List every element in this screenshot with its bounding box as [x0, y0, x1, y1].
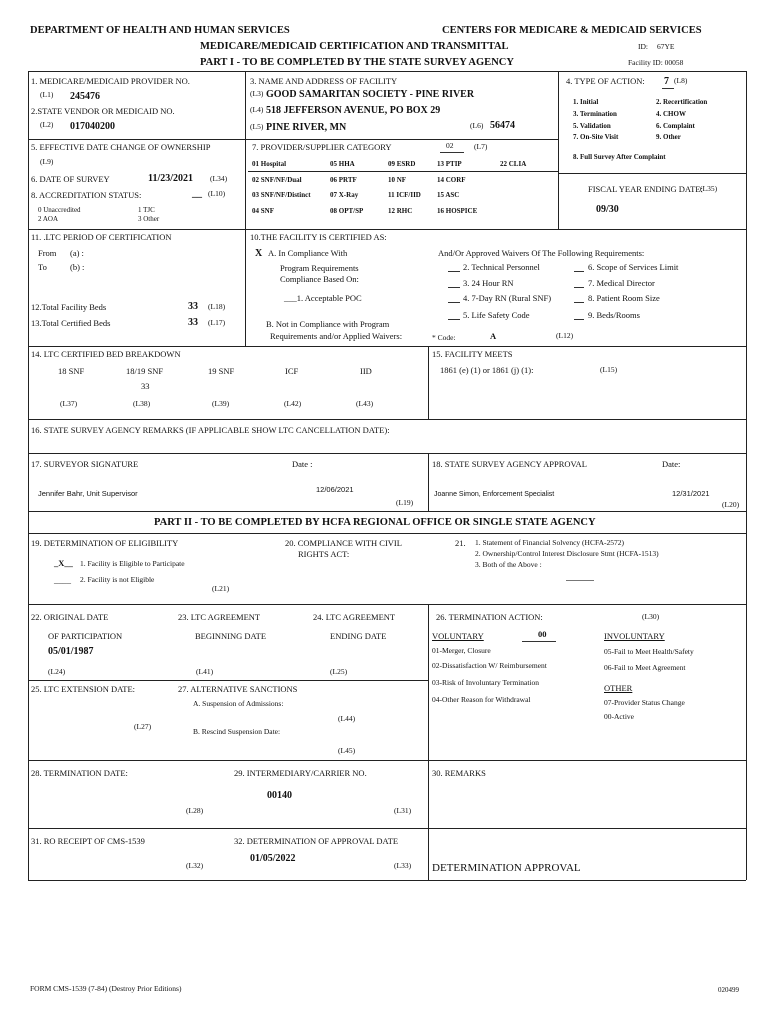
date-of-survey-value: 11/23/2021 — [148, 173, 194, 184]
action-opt-8: 8. Full Survey After Complaint — [573, 153, 666, 161]
l21-code: (L21) — [212, 584, 230, 593]
in-compliance-label: A. In Compliance With — [268, 248, 348, 258]
facility-meets-text: 1861 (e) (1) or 1861 (j) (1): — [440, 365, 534, 375]
l19-code: (L19) — [396, 498, 414, 507]
provider-category-label: 7. PROVIDER/SUPPLIER CATEGORY — [252, 142, 392, 152]
cat-11: 11 ICF/IID — [388, 191, 421, 199]
termination-date-label: 28. TERMINATION DATE: — [31, 768, 128, 778]
id-label: ID: — [638, 42, 648, 51]
action-opt-6: 6. Complaint — [656, 122, 695, 130]
fiscal-year-label: FISCAL YEAR ENDING DATE: — [588, 184, 703, 194]
l42-code: (L42) — [284, 399, 302, 408]
total-certified-beds-label: 13.Total Certified Beds — [31, 318, 111, 328]
l8-code: (L8) — [674, 76, 688, 85]
cat-06: 06 PRTF — [330, 176, 357, 184]
accred-opt-3: 3 Other — [138, 215, 160, 223]
alt-sanctions-label: 27. ALTERNATIVE SANCTIONS — [178, 684, 298, 694]
l27-code: (L27) — [134, 722, 152, 731]
cms-heading: CENTERS FOR MEDICARE & MEDICAID SERVICES — [442, 25, 702, 36]
l15-code: (L15) — [600, 365, 618, 374]
s21-opt-1: 1. Statement of Financial Solvency (HCFA-2572) — [475, 538, 625, 547]
program-req-label: Program Requirements — [280, 263, 359, 273]
involuntary-heading: INVOLUNTARY — [604, 631, 665, 641]
waiver-7: 7. Medical Director — [588, 278, 655, 288]
cat-16: 16 HOSPICE — [437, 207, 478, 215]
waivers-label: And/Or Approved Waivers Of The Following Requirements: — [438, 248, 645, 258]
approval-date-value: 01/05/2022 — [250, 853, 296, 864]
l37-code: (L37) — [60, 399, 78, 408]
facility-street: 518 JEFFERSON AVENUE, PO BOX 29 — [266, 105, 441, 116]
original-date-sub: OF PARTICIPATION — [48, 631, 123, 641]
action-opt-7: 7. On-Site Visit — [573, 133, 619, 141]
l39-code: (L39) — [212, 399, 230, 408]
termination-action-label: 26. TERMINATION ACTION: — [436, 612, 543, 622]
approval-date: 12/31/2021 — [672, 489, 710, 498]
l9-code: (L9) — [40, 157, 54, 166]
suspension-label: A. Suspension of Admissions: — [193, 699, 284, 708]
certified-as-label: 10.THE FACILITY IS CERTIFIED AS: — [250, 232, 387, 242]
l31-code: (L31) — [394, 806, 412, 815]
facility-id: Facility ID: 00058 — [628, 58, 684, 67]
other-heading: OTHER — [604, 683, 633, 693]
l25-code: (L25) — [330, 667, 348, 676]
l20-code: (L20) — [722, 500, 740, 509]
waiver-9: 9. Beds/Rooms — [588, 310, 640, 320]
l33-code: (L33) — [394, 861, 412, 870]
facility-zip: 56474 — [490, 120, 515, 131]
total-facility-beds-label: 12.Total Facility Beds — [31, 302, 107, 312]
type-of-action-label: 4. TYPE OF ACTION: — [566, 76, 645, 86]
surveyor-signature-label: 17. SURVEYOR SIGNATURE — [31, 459, 139, 469]
vendor-no-label: 2.STATE VENDOR OR MEDICAID NO. — [31, 106, 175, 116]
bed-col-19snf: 19 SNF — [208, 366, 235, 376]
bed-col-1819snf: 18/19 SNF — [126, 366, 164, 376]
vendor-no-value: 017040200 — [70, 121, 115, 132]
remarks-16-label: 16. STATE SURVEY AGENCY REMARKS (IF APPLICABLE SHOW LTC CANCELLATION DATE): — [31, 425, 390, 435]
action-opt-1: 1. Initial — [573, 98, 599, 106]
surveyor-date-label: Date : — [292, 459, 313, 469]
approver-name: Joanne Simon, Enforcement Specialist — [434, 491, 555, 498]
bed-col-icf: ICF — [285, 366, 299, 376]
l45-code: (L45) — [338, 746, 356, 755]
cat-02: 02 SNF/NF/Dual — [252, 176, 302, 184]
id-value: 67YE — [657, 42, 675, 51]
voluntary-heading: VOLUNTARY — [432, 631, 484, 641]
civil-rights-label-1: 20. COMPLIANCE WITH CIVIL — [285, 538, 402, 548]
ltc-period-label: 11. .LTC PERIOD OF CERTIFICATION — [31, 232, 172, 242]
ltc-begin-sub: BEGINNING DATE — [195, 631, 267, 641]
bed-1819snf-value: 33 — [141, 381, 150, 391]
facility-name: GOOD SAMARITAN SOCIETY - PINE RIVER — [266, 89, 475, 100]
l6-code: (L6) — [470, 121, 484, 130]
l17-code: (L17) — [208, 318, 226, 327]
eligible-opt-1: 1. Facility is Eligible to Participate — [80, 559, 185, 568]
cat-04: 04 SNF — [252, 207, 274, 215]
waiver-6: 6. Scope of Services Limit — [588, 262, 679, 272]
compliance-mark: X — [255, 248, 263, 259]
l1-code: (L1) — [40, 90, 54, 99]
remarks-30-text: DETERMINATION APPROVAL — [432, 862, 581, 874]
ltc-end-sub: ENDING DATE — [330, 631, 387, 641]
original-date-label: 22. ORIGINAL DATE — [31, 612, 109, 622]
approval-date-label: 32. DETERMINATION OF APPROVAL DATE — [234, 836, 399, 846]
action-opt-9: 9. Other — [656, 133, 681, 141]
not-in-compliance-2: Requirements and/or Applied Waivers: — [270, 331, 403, 341]
l2-code: (L2) — [40, 120, 54, 129]
l18-code: (L18) — [208, 302, 226, 311]
eligible-blank: ____ — [54, 575, 71, 585]
to-b: (b) : — [70, 262, 85, 272]
term-05: 05-Fail to Meet Health/Safety — [604, 647, 694, 656]
l28-code: (L28) — [186, 806, 204, 815]
facility-address-label: 3. NAME AND ADDRESS OF FACILITY — [250, 76, 398, 86]
ro-receipt-label: 31. RO RECEIPT OF CMS-1539 — [31, 836, 145, 846]
l4-code: (L4) — [250, 105, 264, 114]
cat-14: 14 CORF — [437, 176, 466, 184]
total-certified-beds-value: 33 — [188, 317, 198, 328]
form-title: MEDICARE/MEDICAID CERTIFICATION AND TRANSMITTAL — [200, 41, 509, 52]
footer-code: 020499 — [718, 986, 739, 994]
intermediary-label: 29. INTERMEDIARY/CARRIER NO. — [234, 768, 367, 778]
l30-code: (L30) — [642, 612, 660, 621]
accred-opt-0: 0 Unaccredited — [38, 206, 81, 214]
l44-code: (L44) — [338, 714, 356, 723]
cat-22: 22 CLIA — [500, 160, 527, 168]
ltc-extension-label: 25. LTC EXTENSION DATE: — [31, 684, 136, 694]
l7-code: (L7) — [474, 142, 488, 151]
facility-meets-label: 15. FACILITY MEETS — [432, 349, 513, 359]
waiver-5: 5. Life Safety Code — [463, 310, 530, 320]
term-00: 00-Active — [604, 712, 634, 721]
s21-opt-3: 3. Both of the Above : — [475, 560, 542, 569]
fiscal-year-value: 09/30 — [596, 204, 619, 215]
original-date-value: 05/01/1987 — [48, 646, 94, 657]
to-label: To — [38, 262, 47, 272]
agency-approval-label: 18. STATE SURVEY AGENCY APPROVAL — [432, 459, 587, 469]
action-opt-2: 2. Recertification — [656, 98, 708, 106]
l5-code: (L5) — [250, 122, 264, 131]
facility-city: PINE RIVER, MN — [266, 122, 347, 133]
cat-05: 05 HHA — [330, 160, 355, 168]
total-facility-beds-value: 33 — [188, 301, 198, 312]
acceptable-poc: ___1. Acceptable POC — [284, 293, 362, 303]
cat-12: 12 RHC — [388, 207, 413, 215]
l32-code: (L32) — [186, 861, 204, 870]
s21-num: 21. — [455, 538, 466, 548]
civil-rights-label-2: RIGHTS ACT: — [298, 549, 350, 559]
surveyor-name: Jennifer Bahr, Unit Supervisor — [38, 489, 138, 498]
bed-col-18snf: 18 SNF — [58, 366, 85, 376]
provider-category-value: 02 — [446, 141, 454, 150]
cat-15: 15 ASC — [437, 191, 460, 199]
date-of-survey-label: 6. DATE OF SURVEY — [31, 174, 110, 184]
action-opt-5: 5. Validation — [573, 122, 611, 130]
ltc-end-label: 24. LTC AGREEMENT — [313, 612, 396, 622]
cat-01: 01 Hospital — [252, 160, 287, 168]
surveyor-date: 12/06/2021 — [316, 485, 354, 494]
remarks-30-label: 30. REMARKS — [432, 768, 486, 778]
provider-no-value: 245476 — [70, 91, 100, 102]
term-07: 07-Provider Status Change — [604, 698, 685, 707]
action-opt-3: 3. Termination — [573, 110, 617, 118]
eligible-opt-2: 2. Facility is not Eligible — [80, 575, 155, 584]
bed-breakdown-label: 14. LTC CERTIFIED BED BREAKDOWN — [31, 349, 181, 359]
waiver-4: 4. 7-Day RN (Rural SNF) — [463, 293, 552, 303]
from-label: From — [38, 248, 57, 258]
term-03: 03-Risk of Involuntary Termination — [432, 678, 540, 687]
cat-07: 07 X-Ray — [330, 191, 359, 199]
type-of-action-value: 7 — [664, 76, 669, 87]
l34-code: (L34) — [210, 174, 228, 183]
cat-09: 09 ESRD — [388, 160, 416, 168]
cat-10: 10 NF — [388, 176, 407, 184]
s21-opt-2: 2. Ownership/Control Interest Disclosure Stmt (HCFA-1513) — [475, 549, 659, 558]
dept-heading: DEPARTMENT OF HEALTH AND HUMAN SERVICES — [30, 25, 290, 36]
provider-no-label: 1. MEDICARE/MEDICAID PROVIDER NO. — [31, 76, 190, 86]
eligibility-label: 19. DETERMINATION OF ELIGIBILITY — [31, 538, 179, 548]
cat-03: 03 SNF/NF/Distinct — [252, 191, 311, 199]
agency-date-label: Date: — [662, 459, 681, 469]
waiver-8: 8. Patient Room Size — [588, 293, 660, 303]
part1-heading: PART I - TO BE COMPLETED BY THE STATE SURVEY AGENCY — [200, 57, 514, 68]
l41-code: (L41) — [196, 667, 214, 676]
accreditation-value: __ — [192, 188, 202, 199]
cat-13: 13 PTIP — [437, 160, 462, 168]
form-number: FORM CMS-1539 (7-84) (Destroy Prior Editions) — [30, 984, 182, 993]
bed-col-iid: IID — [360, 366, 372, 376]
l3-code: (L3) — [250, 89, 264, 98]
l24-code: (L24) — [48, 667, 66, 676]
term-01: 01-Merger, Closure — [432, 646, 491, 655]
intermediary-value: 00140 — [267, 790, 292, 801]
part2-heading: PART II - TO BE COMPLETED BY HCFA REGIONAL OFFICE OR SINGLE STATE AGENCY — [154, 517, 596, 528]
compliance-based-label: Compliance Based On: — [280, 274, 359, 284]
change-ownership-label: 5. EFFECTIVE DATE CHANGE OF OWNERSHIP — [31, 142, 211, 152]
term-06: 06-Fail to Meet Agreement — [604, 663, 686, 672]
waiver-3: 3. 24 Hour RN — [463, 278, 514, 288]
cat-08: 08 OPT/SP — [330, 207, 364, 215]
l43-code: (L43) — [356, 399, 374, 408]
not-in-compliance-1: B. Not in Compliance with Program — [266, 319, 390, 329]
code-value: A — [490, 331, 497, 341]
eligible-mark: _X__ — [54, 558, 73, 568]
action-opt-4: 4. CHOW — [656, 110, 686, 118]
code-label: * Code: — [432, 333, 456, 342]
l35-code: (L35) — [700, 184, 718, 193]
ltc-begin-label: 23. LTC AGREEMENT — [178, 612, 261, 622]
term-02: 02-Dissatisfaction W/ Reimbursement — [432, 661, 547, 670]
accred-opt-1: 1 TJC — [138, 206, 155, 214]
accreditation-label: 8. ACCREDITATION STATUS: — [31, 190, 142, 200]
l12-code: (L12) — [556, 331, 574, 340]
l38-code: (L38) — [133, 399, 151, 408]
waiver-2: 2. Technical Personnel — [463, 262, 540, 272]
voluntary-value: 00 — [538, 629, 547, 639]
term-04: 04-Other Reason for Withdrawal — [432, 695, 531, 704]
rescind-label: B. Rescind Suspension Date: — [193, 727, 281, 736]
accred-opt-2: 2 AOA — [38, 215, 59, 223]
from-a: (a) : — [70, 248, 84, 258]
l10-code: (L10) — [208, 189, 226, 198]
